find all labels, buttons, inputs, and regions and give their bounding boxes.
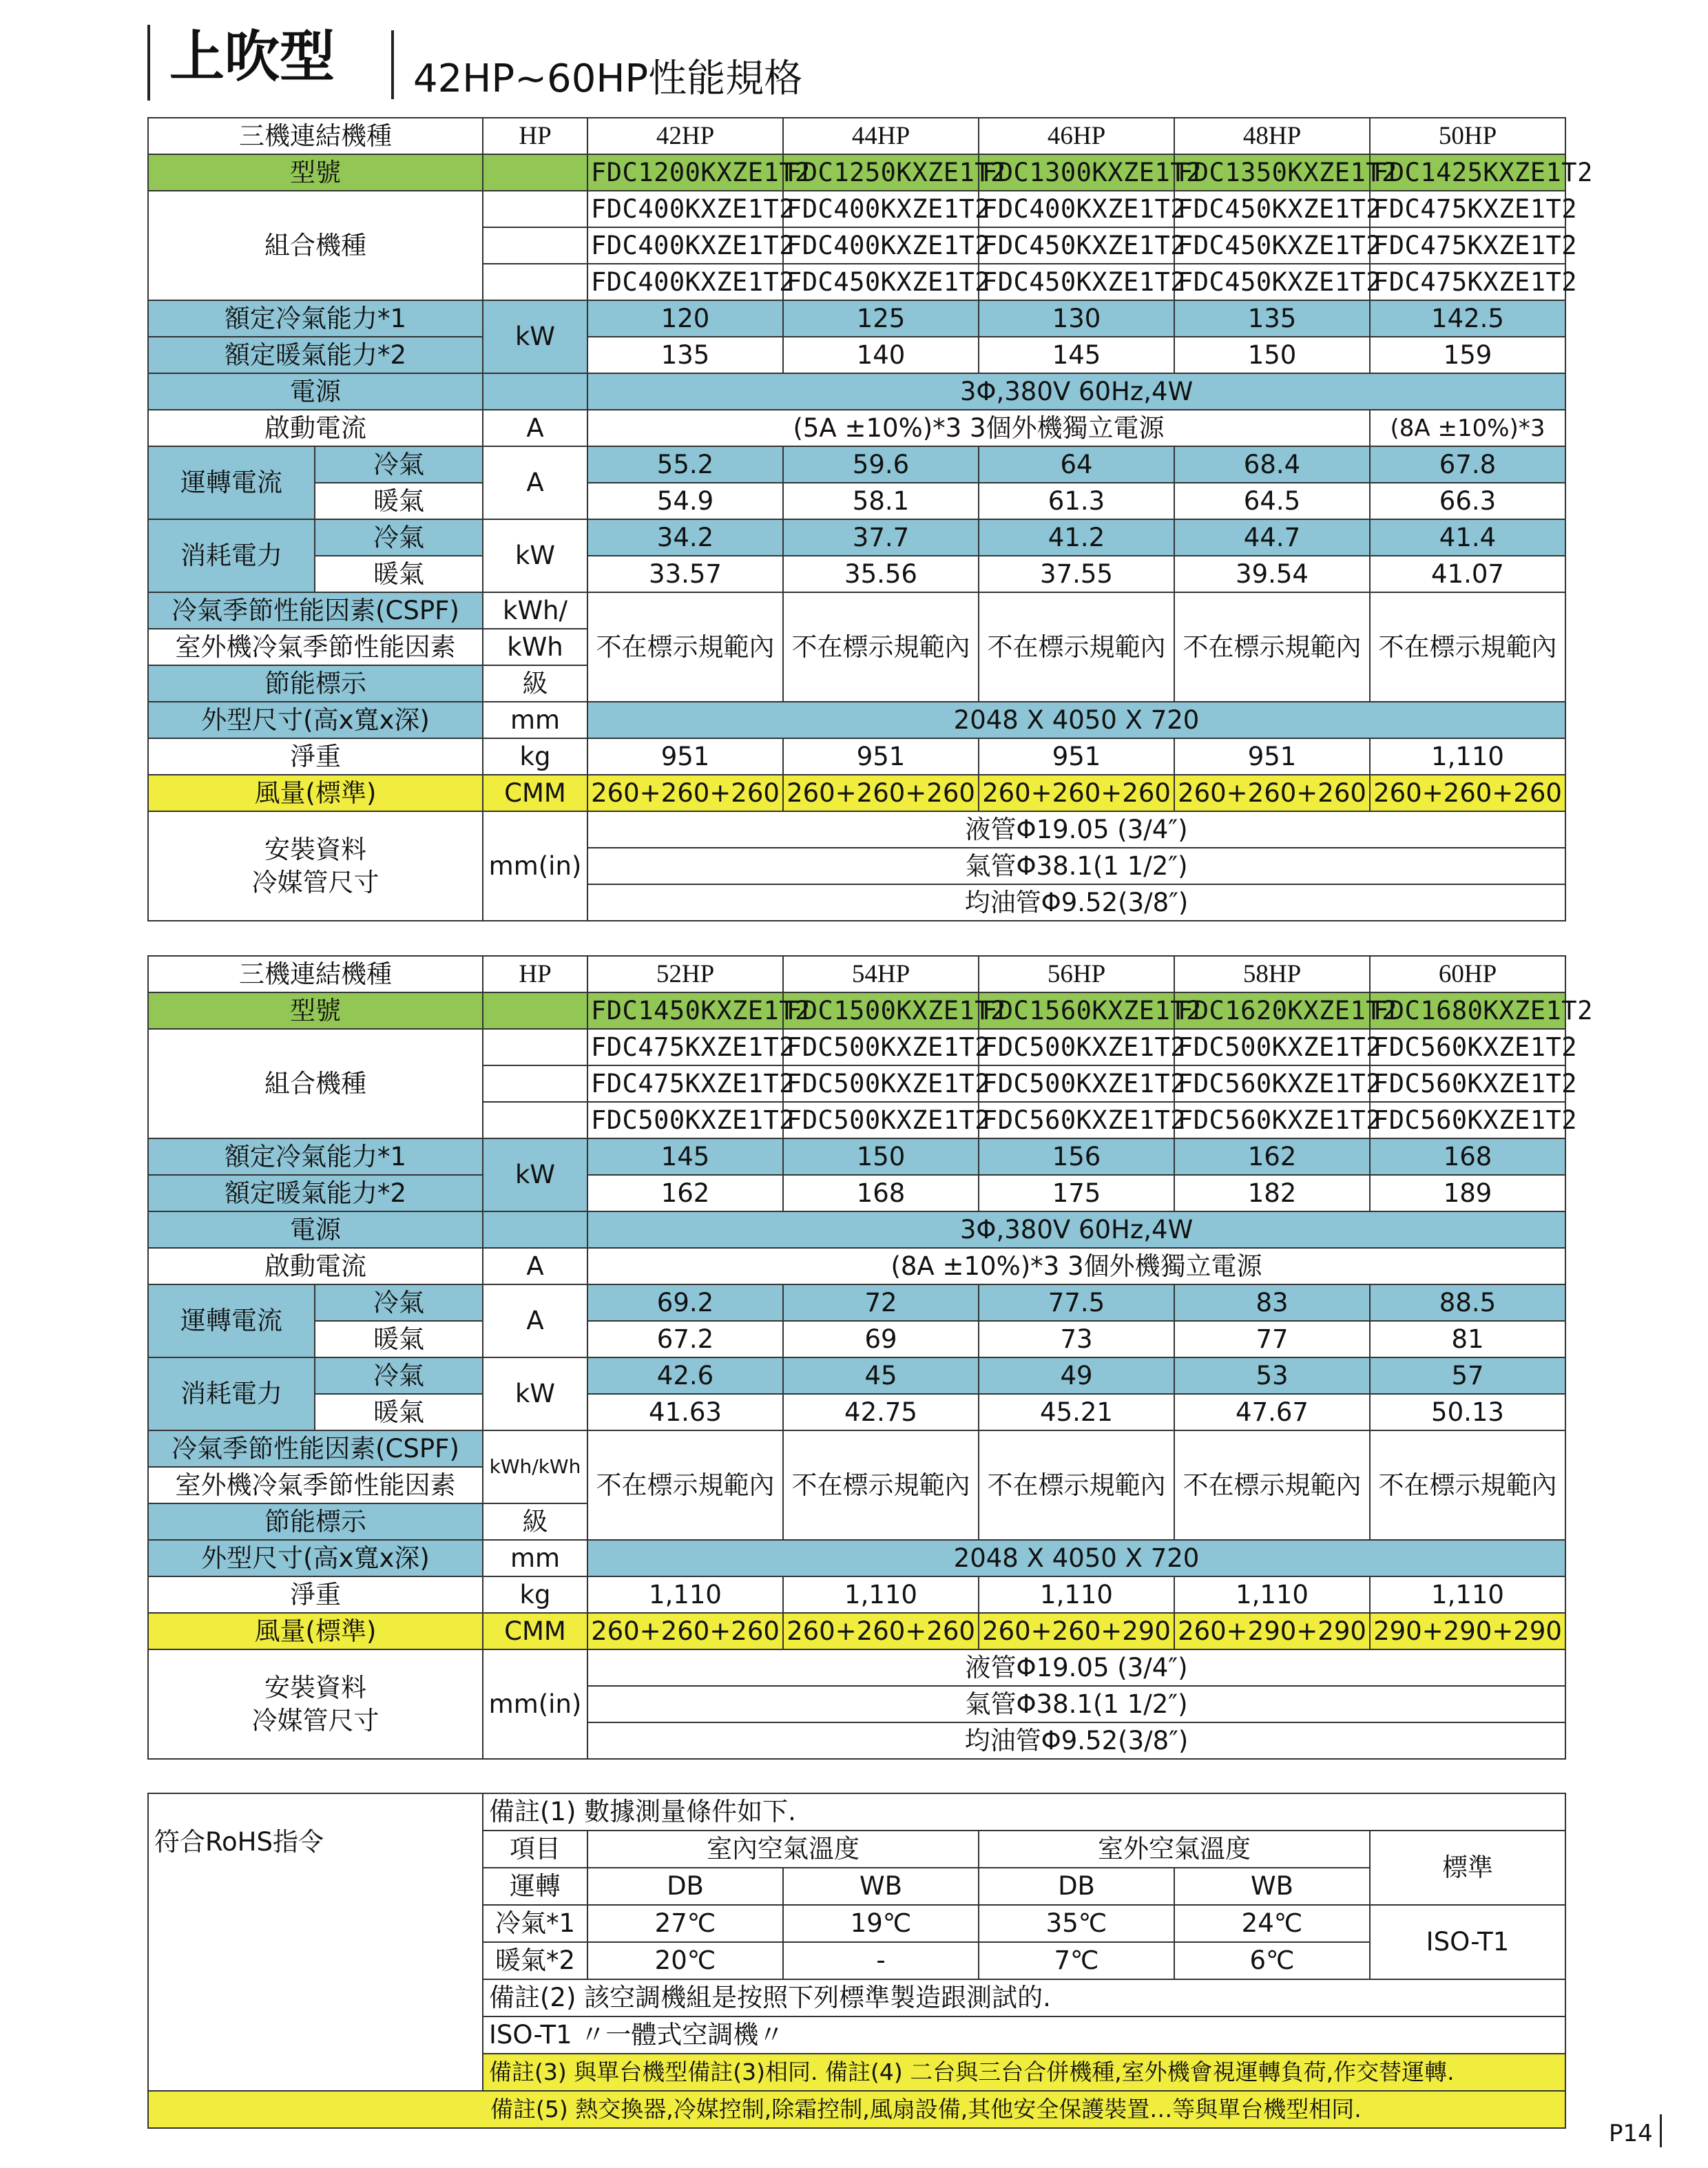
table-row [148, 1576, 1565, 1613]
value-cell: 81 [1370, 1321, 1565, 1357]
component-cell: FDC400KXZE1T2 [979, 191, 1174, 227]
value-cell: 182 [1174, 1175, 1370, 1211]
value-cell: 69 [783, 1321, 979, 1357]
value-cell: 142.5 [1370, 300, 1565, 337]
cspf-value: 不在標示規範內 [1174, 1430, 1370, 1540]
heat-sub-label: 暖氣 [315, 1321, 483, 1357]
title-divider-bar [391, 30, 394, 99]
hp-cell: 54HP [783, 956, 979, 992]
unit-cell: A [483, 1284, 587, 1357]
value-cell: 42.6 [587, 1357, 783, 1394]
value-cell: 73 [979, 1321, 1174, 1357]
table-row [148, 956, 1565, 992]
cond-cell: 20℃ [587, 1942, 783, 1979]
value-cell: 951 [783, 738, 979, 775]
value-cell: 260+260+260 [783, 775, 979, 811]
model-cell: FDC1250KXZE1T2 [783, 154, 979, 191]
component-cell: FDC400KXZE1T2 [587, 191, 783, 227]
table-row [148, 1029, 1565, 1065]
unit-cell: kWh/kWh [483, 1430, 587, 1503]
cspf-value: 不在標示規範內 [1174, 592, 1370, 702]
value-cell: 120 [587, 300, 783, 337]
component-cell: FDC500KXZE1T2 [979, 1029, 1174, 1065]
power-label: 電源 [148, 1211, 483, 1248]
table-row [148, 1649, 1565, 1686]
table-row [148, 300, 1565, 337]
model-label: 型號 [148, 992, 483, 1029]
page-title: 上吹型 [169, 25, 335, 89]
component-cell: FDC500KXZE1T2 [1174, 1029, 1370, 1065]
install-label [148, 1649, 483, 1759]
component-cell: FDC475KXZE1T2 [1370, 191, 1565, 227]
heat-cond-label: 暖氣*2 [483, 1942, 587, 1979]
value-cell: 59.6 [783, 446, 979, 483]
table-row [148, 811, 1565, 848]
component-cell: FDC450KXZE1T2 [1174, 191, 1370, 227]
value-cell: 1,110 [1370, 738, 1565, 775]
table-row [148, 592, 1565, 629]
unit-cell: CMM [483, 1613, 587, 1649]
dims-label: 外型尺寸(高x寬x深) [148, 702, 483, 738]
hp-cell: 44HP [783, 118, 979, 154]
value-cell: 290+290+290 [1370, 1613, 1565, 1649]
hp-label: HP [483, 118, 587, 154]
cond-run-label: 運轉 [483, 1868, 587, 1905]
table-row [148, 519, 1565, 556]
value-cell: 951 [979, 738, 1174, 775]
component-cell: FDC450KXZE1T2 [979, 227, 1174, 264]
table-row [148, 2091, 1565, 2128]
note-1: 備註(1) 數據測量條件如下. [483, 1793, 1565, 1831]
model-cell: FDC1620KXZE1T2 [1174, 992, 1370, 1029]
power-value: 3Φ,380V 60Hz,4W [587, 373, 1565, 410]
value-cell: 189 [1370, 1175, 1565, 1211]
value-cell: 260+260+260 [783, 1613, 979, 1649]
cond-cell: 24℃ [1174, 1905, 1370, 1942]
value-cell: 88.5 [1370, 1284, 1565, 1321]
value-cell: 39.54 [1174, 556, 1370, 592]
value-cell: 67.2 [587, 1321, 783, 1357]
unit-cell: 級 [483, 665, 587, 702]
unit-cell: A [483, 410, 587, 446]
table-row [148, 446, 1565, 483]
empty-cell [483, 227, 587, 264]
pipe-oil-value: 均油管Φ9.52(3/8″) [587, 884, 1565, 921]
component-cell: FDC560KXZE1T2 [1370, 1029, 1565, 1065]
value-cell: 260+260+290 [979, 1613, 1174, 1649]
unit-cell: mm [483, 702, 587, 738]
cspf-value: 不在標示規範內 [979, 592, 1174, 702]
value-cell: 156 [979, 1138, 1174, 1175]
value-cell: 42.75 [783, 1394, 979, 1430]
unit-cell: 級 [483, 1503, 587, 1540]
component-cell: FDC450KXZE1T2 [1174, 264, 1370, 300]
table-row [148, 1430, 1565, 1467]
cond-cell: 19℃ [783, 1905, 979, 1942]
start-current-value: (8A ±10%)*3 3個外機獨立電源 [587, 1248, 1565, 1284]
component-cell: FDC560KXZE1T2 [1370, 1102, 1565, 1138]
empty-cell [483, 264, 587, 300]
power-value: 3Φ,380V 60Hz,4W [587, 1211, 1565, 1248]
wb-header: WB [783, 1868, 979, 1905]
heat-sub-label: 暖氣 [315, 483, 483, 519]
cspf-value: 不在標示規範內 [783, 1430, 979, 1540]
value-cell: 145 [979, 337, 1174, 373]
spec-table-42-50hp [147, 117, 1593, 921]
cool-capacity-label: 額定冷氣能力*1 [148, 300, 483, 337]
dims-value: 2048 X 4050 X 720 [587, 1540, 1565, 1576]
table-row [148, 373, 1565, 410]
table-row [148, 1248, 1565, 1284]
value-cell: 66.3 [1370, 483, 1565, 519]
hp-cell: 50HP [1370, 118, 1565, 154]
component-cell: FDC500KXZE1T2 [587, 1102, 783, 1138]
table-row [148, 1284, 1565, 1321]
value-cell: 53 [1174, 1357, 1370, 1394]
table-row [148, 483, 1565, 519]
spec-table-52-60hp [147, 955, 1593, 1760]
table-row [148, 410, 1565, 446]
airflow-label: 風量(標準) [148, 775, 483, 811]
value-cell: 150 [1174, 337, 1370, 373]
hp-cell: 42HP [587, 118, 783, 154]
value-cell: 135 [1174, 300, 1370, 337]
empty-cell [483, 373, 587, 410]
cond-cell: 27℃ [587, 1905, 783, 1942]
combo-label: 三機連結機種 [148, 956, 483, 992]
note-5: 備註(5) 熱交換器,冷媒控制,除霜控制,風扇設備,其他安全保護裝置…等與單台機型相同. [148, 2091, 1565, 2128]
value-cell: 168 [1370, 1138, 1565, 1175]
db-header: DB [979, 1868, 1174, 1905]
model-cell: FDC1680KXZE1T2 [1370, 992, 1565, 1029]
component-cell: FDC400KXZE1T2 [783, 227, 979, 264]
start-current-label: 啟動電流 [148, 1248, 483, 1284]
value-cell: 37.55 [979, 556, 1174, 592]
value-cell: 1,110 [1174, 1576, 1370, 1613]
empty-cell [483, 992, 587, 1029]
note-2b: ISO-T1 〃一體式空調機〃 [483, 2016, 1565, 2054]
cool-sub-label: 冷氣 [315, 519, 483, 556]
empty-cell [483, 1029, 587, 1065]
table-row [148, 556, 1565, 592]
rohs-label: 符合RoHS指令 [148, 1793, 483, 2091]
unit-cell: A [483, 1248, 587, 1284]
component-cell: FDC450KXZE1T2 [979, 264, 1174, 300]
value-cell: 1,110 [783, 1576, 979, 1613]
cspf-value: 不在標示規範內 [1370, 1430, 1565, 1540]
model-cell: FDC1500KXZE1T2 [783, 992, 979, 1029]
value-cell: 41.07 [1370, 556, 1565, 592]
table-row [148, 191, 1565, 227]
component-cell: FDC500KXZE1T2 [783, 1029, 979, 1065]
cond-cell: 35℃ [979, 1905, 1174, 1942]
run-current-label: 運轉電流 [148, 1284, 315, 1357]
pipe-gas-value: 氣管Φ38.1(1 1/2″) [587, 1686, 1565, 1722]
model-cell: FDC1425KXZE1T2 [1370, 154, 1565, 191]
notes-table [147, 1793, 1566, 2129]
cspf-value: 不在標示規範內 [1370, 592, 1565, 702]
value-cell: 68.4 [1174, 446, 1370, 483]
model-cell: FDC1200KXZE1T2 [587, 154, 783, 191]
value-cell: 64 [979, 446, 1174, 483]
table-row [148, 1321, 1565, 1357]
component-cell: FDC475KXZE1T2 [587, 1065, 783, 1102]
consumption-label: 消耗電力 [148, 1357, 315, 1430]
cool-sub-label: 冷氣 [315, 1357, 483, 1394]
run-current-label: 運轉電流 [148, 446, 315, 519]
value-cell: 951 [587, 738, 783, 775]
dims-value: 2048 X 4050 X 720 [587, 702, 1565, 738]
component-cell: FDC500KXZE1T2 [783, 1065, 979, 1102]
heat-capacity-label: 額定暖氣能力*2 [148, 337, 483, 373]
value-cell: 260+260+260 [979, 775, 1174, 811]
components-label: 組合機種 [148, 1029, 483, 1138]
value-cell: 260+260+260 [587, 1613, 783, 1649]
value-cell: 61.3 [979, 483, 1174, 519]
unit-cell: kW [483, 1357, 587, 1430]
value-cell: 54.9 [587, 483, 783, 519]
hp-cell: 52HP [587, 956, 783, 992]
component-cell: FDC560KXZE1T2 [1174, 1102, 1370, 1138]
empty-cell [483, 1211, 587, 1248]
install-label-line2: 冷媒管尺寸 [251, 1705, 379, 1736]
cool-cond-label: 冷氣*1 [483, 1905, 587, 1942]
unit-cell: kg [483, 1576, 587, 1613]
value-cell: 34.2 [587, 519, 783, 556]
component-cell: FDC500KXZE1T2 [979, 1065, 1174, 1102]
cond-outdoor-header: 室外空氣溫度 [979, 1831, 1370, 1868]
unit-cell: kWh/ [483, 592, 587, 629]
component-cell: FDC450KXZE1T2 [1174, 227, 1370, 264]
value-cell: 49 [979, 1357, 1174, 1394]
value-cell: 1,110 [1370, 1576, 1565, 1613]
value-cell: 41.4 [1370, 519, 1565, 556]
table-row [148, 1540, 1565, 1576]
empty-cell [483, 1065, 587, 1102]
energy-label-label: 節能標示 [148, 1503, 483, 1540]
value-cell: 72 [783, 1284, 979, 1321]
value-cell: 130 [979, 300, 1174, 337]
value-cell: 77.5 [979, 1284, 1174, 1321]
unit-cell: kWh [483, 629, 587, 665]
table-row [148, 1394, 1565, 1430]
page-subtitle: 42HP~60HP性能規格 [413, 56, 803, 101]
unit-cell: kW [483, 300, 587, 373]
std-value: ISO-T1 [1370, 1905, 1565, 1979]
wb-header: WB [1174, 1868, 1370, 1905]
hp-cell: 56HP [979, 956, 1174, 992]
model-cell: FDC1300KXZE1T2 [979, 154, 1174, 191]
component-cell: FDC475KXZE1T2 [1370, 264, 1565, 300]
cond-cell: - [783, 1942, 979, 1979]
install-label-line1: 安裝資料 [264, 1672, 366, 1702]
component-cell: FDC500KXZE1T2 [783, 1102, 979, 1138]
value-cell: 35.56 [783, 556, 979, 592]
table-row [148, 1138, 1565, 1175]
table-row [148, 1211, 1565, 1248]
value-cell: 58.1 [783, 483, 979, 519]
table-row [148, 702, 1565, 738]
note-2: 備註(2) 該空調機組是按照下列標準製造跟測試的. [483, 1979, 1565, 2016]
hp-cell: 46HP [979, 118, 1174, 154]
value-cell: 50.13 [1370, 1394, 1565, 1430]
table-row [148, 1793, 1565, 1831]
power-label: 電源 [148, 373, 483, 410]
value-cell: 150 [783, 1138, 979, 1175]
value-cell: 145 [587, 1138, 783, 1175]
table-row [148, 738, 1565, 775]
value-cell: 47.67 [1174, 1394, 1370, 1430]
airflow-label: 風量(標準) [148, 1613, 483, 1649]
component-cell: FDC560KXZE1T2 [1174, 1065, 1370, 1102]
components-label: 組合機種 [148, 191, 483, 300]
value-cell: 33.57 [587, 556, 783, 592]
cspf-value: 不在標示規範內 [783, 592, 979, 702]
hp-cell: 48HP [1174, 118, 1370, 154]
pipe-liquid-value: 液管Φ19.05 (3/4″) [587, 811, 1565, 848]
cond-indoor-header: 室內空氣溫度 [587, 1831, 979, 1868]
value-cell: 260+260+260 [1370, 775, 1565, 811]
weight-label: 淨重 [148, 738, 483, 775]
table-row [148, 1613, 1565, 1649]
value-cell: 45.21 [979, 1394, 1174, 1430]
cspf-value: 不在標示規範內 [979, 1430, 1174, 1540]
heat-capacity-label: 額定暖氣能力*2 [148, 1175, 483, 1211]
value-cell: 41.63 [587, 1394, 783, 1430]
energy-label-label: 節能標示 [148, 665, 483, 702]
value-cell: 162 [1174, 1138, 1370, 1175]
unit-cell: mm [483, 1540, 587, 1576]
empty-cell [483, 154, 587, 191]
unit-cell: CMM [483, 775, 587, 811]
unit-cell: kW [483, 519, 587, 592]
combo-label: 三機連結機種 [148, 118, 483, 154]
cspf-value: 不在標示規範內 [587, 1430, 783, 1540]
model-cell: FDC1450KXZE1T2 [587, 992, 783, 1029]
install-label [148, 811, 483, 921]
empty-cell [483, 191, 587, 227]
value-cell: 168 [783, 1175, 979, 1211]
model-cell: FDC1560KXZE1T2 [979, 992, 1174, 1029]
title-left-bar [147, 25, 150, 101]
heat-sub-label: 暖氣 [315, 556, 483, 592]
value-cell: 77 [1174, 1321, 1370, 1357]
value-cell: 67.8 [1370, 446, 1565, 483]
value-cell: 55.2 [587, 446, 783, 483]
outdoor-cspf-label: 室外機冷氣季節性能因素 [148, 629, 483, 665]
page-number: P14 [1609, 2120, 1653, 2147]
cspf-value: 不在標示規範內 [587, 592, 783, 702]
cond-cell: 7℃ [979, 1942, 1174, 1979]
table-row [148, 154, 1565, 191]
cool-sub-label: 冷氣 [315, 1284, 483, 1321]
heat-sub-label: 暖氣 [315, 1394, 483, 1430]
value-cell: 41.2 [979, 519, 1174, 556]
unit-cell: mm(in) [483, 811, 587, 921]
consumption-label: 消耗電力 [148, 519, 315, 592]
component-cell: FDC475KXZE1T2 [1370, 227, 1565, 264]
component-cell: FDC400KXZE1T2 [783, 191, 979, 227]
cspf-label: 冷氣季節性能因素(CSPF) [148, 592, 483, 629]
value-cell: 57 [1370, 1357, 1565, 1394]
value-cell: 951 [1174, 738, 1370, 775]
value-cell: 140 [783, 337, 979, 373]
value-cell: 83 [1174, 1284, 1370, 1321]
page-number-bar [1660, 2114, 1662, 2147]
value-cell: 260+260+260 [587, 775, 783, 811]
component-cell: FDC450KXZE1T2 [783, 264, 979, 300]
value-cell: 1,110 [587, 1576, 783, 1613]
cond-item-header: 項目 [483, 1831, 587, 1868]
hp-label: HP [483, 956, 587, 992]
component-cell: FDC560KXZE1T2 [979, 1102, 1174, 1138]
cond-cell: 6℃ [1174, 1942, 1370, 1979]
table-row [148, 1175, 1565, 1211]
component-cell: FDC400KXZE1T2 [587, 227, 783, 264]
unit-cell: A [483, 446, 587, 519]
value-cell: 37.7 [783, 519, 979, 556]
component-cell: FDC400KXZE1T2 [587, 264, 783, 300]
value-cell: 159 [1370, 337, 1565, 373]
value-cell: 69.2 [587, 1284, 783, 1321]
value-cell: 135 [587, 337, 783, 373]
table-row [148, 775, 1565, 811]
value-cell: 260+260+260 [1174, 775, 1370, 811]
unit-cell: kW [483, 1138, 587, 1211]
pipe-oil-value: 均油管Φ9.52(3/8″) [587, 1722, 1565, 1759]
table-row [148, 1357, 1565, 1394]
cond-std-header: 標準 [1370, 1831, 1565, 1905]
pipe-gas-value: 氣管Φ38.1(1 1/2″) [587, 848, 1565, 884]
table-row [148, 992, 1565, 1029]
start-current-label: 啟動電流 [148, 410, 483, 446]
weight-label: 淨重 [148, 1576, 483, 1613]
note-3: 備註(3) 與單台機型備註(3)相同. 備註(4) 二台與三台合併機種,室外機會視運轉負荷,作交替運轉. [483, 2054, 1565, 2091]
value-cell: 175 [979, 1175, 1174, 1211]
value-cell: 260+290+290 [1174, 1613, 1370, 1649]
model-cell: FDC1350KXZE1T2 [1174, 154, 1370, 191]
value-cell: 64.5 [1174, 483, 1370, 519]
install-label-line2: 冷媒管尺寸 [251, 867, 379, 897]
value-cell: 44.7 [1174, 519, 1370, 556]
install-label-line1: 安裝資料 [264, 834, 366, 864]
value-cell: 162 [587, 1175, 783, 1211]
outdoor-cspf-label: 室外機冷氣季節性能因素 [148, 1467, 483, 1503]
value-cell: 125 [783, 300, 979, 337]
start-current-value: (5A ±10%)*3 3個外機獨立電源 [587, 410, 1370, 446]
unit-cell: mm(in) [483, 1649, 587, 1759]
cool-capacity-label: 額定冷氣能力*1 [148, 1138, 483, 1175]
value-cell: 45 [783, 1357, 979, 1394]
pipe-liquid-value: 液管Φ19.05 (3/4″) [587, 1649, 1565, 1686]
value-cell: 1,110 [979, 1576, 1174, 1613]
table-row [148, 118, 1565, 154]
model-label: 型號 [148, 154, 483, 191]
hp-cell: 58HP [1174, 956, 1370, 992]
table-row [148, 337, 1565, 373]
unit-cell: kg [483, 738, 587, 775]
db-header: DB [587, 1868, 783, 1905]
cool-sub-label: 冷氣 [315, 446, 483, 483]
component-cell: FDC475KXZE1T2 [587, 1029, 783, 1065]
dims-label: 外型尺寸(高x寬x深) [148, 1540, 483, 1576]
hp-cell: 60HP [1370, 956, 1565, 992]
component-cell: FDC560KXZE1T2 [1370, 1065, 1565, 1102]
cspf-label: 冷氣季節性能因素(CSPF) [148, 1430, 483, 1467]
empty-cell [483, 1102, 587, 1138]
start-current-value: (8A ±10%)*3 [1370, 410, 1565, 446]
